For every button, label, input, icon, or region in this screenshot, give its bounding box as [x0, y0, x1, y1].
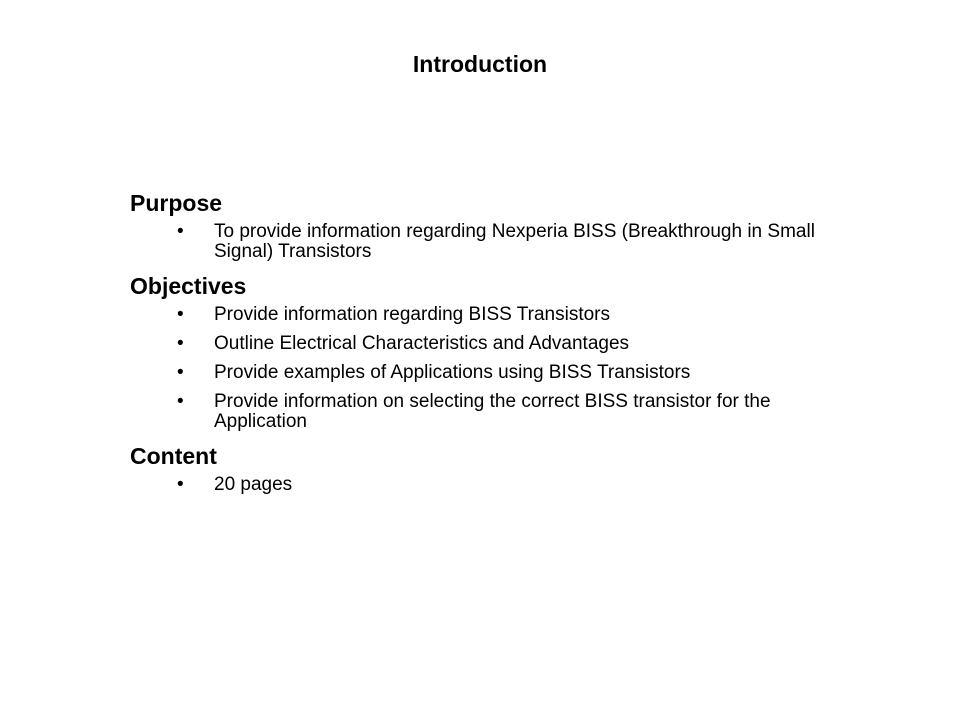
section-objectives [130, 271, 850, 432]
bullet-dot-icon: • [177, 362, 184, 383]
list-item [130, 363, 850, 383]
list-item [130, 475, 850, 495]
list-item-text: Provide information regarding BISS Transistors [214, 304, 611, 325]
list-item-text: 20 pages [214, 474, 293, 495]
objectives-list [130, 305, 850, 432]
list-item [130, 334, 850, 354]
purpose-list [130, 222, 850, 262]
list-item [130, 305, 850, 325]
section-heading-content: Content [130, 443, 217, 469]
content-list [130, 475, 850, 495]
list-item-text: Provide examples of Applications using BISS Transistors [214, 362, 691, 383]
list-item-text: To provide information regarding Nexperia BISS (Breakthrough in Small Signal) Transistors [214, 221, 815, 262]
section-purpose [130, 188, 850, 262]
bullet-dot-icon: • [177, 391, 184, 412]
list-item-text: Outline Electrical Characteristics and Advantages [214, 333, 630, 354]
slide-title: Introduction [412, 51, 548, 77]
bullet-dot-icon: • [177, 304, 184, 325]
slide-body [130, 188, 850, 504]
section-heading-purpose: Purpose [130, 190, 223, 216]
list-item-text: Provide information on selecting the correct BISS transistor for the Application [214, 391, 771, 432]
list-item [130, 222, 850, 262]
bullet-dot-icon: • [177, 333, 184, 354]
list-item [130, 392, 850, 432]
section-content [130, 441, 850, 495]
bullet-dot-icon: • [177, 474, 184, 495]
section-heading-objectives: Objectives [130, 273, 247, 299]
bullet-dot-icon: • [177, 221, 184, 242]
